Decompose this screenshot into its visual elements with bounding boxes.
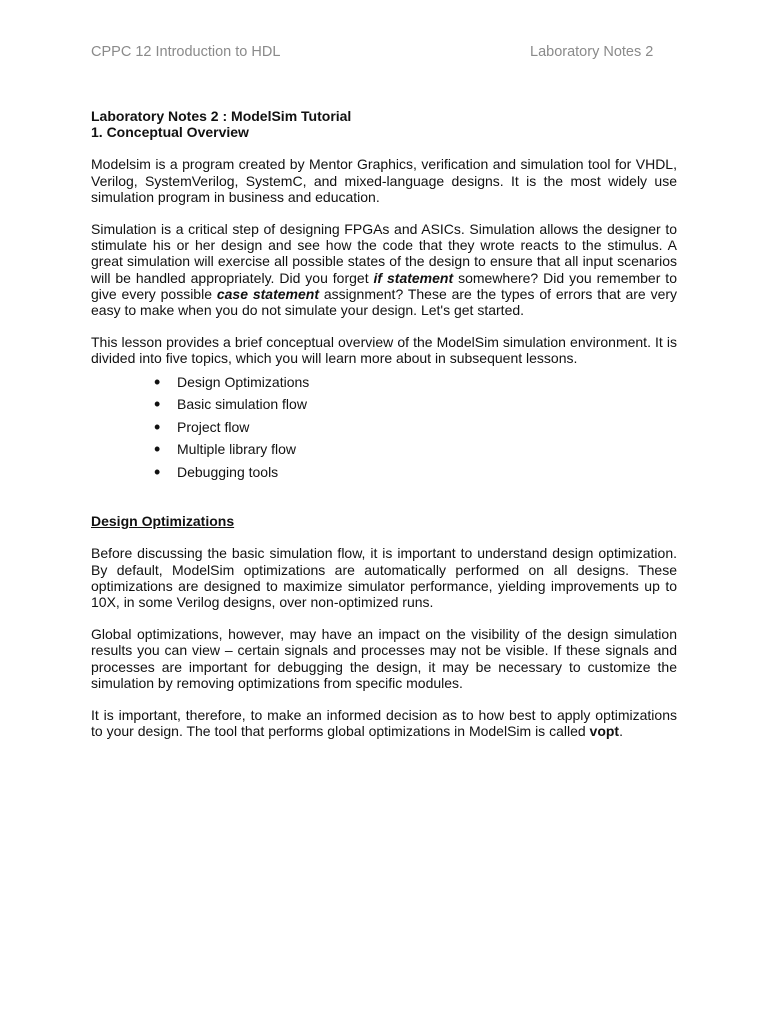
list-item bbox=[91, 393, 677, 416]
paragraph-simulation bbox=[91, 221, 677, 318]
text-run: It is important, therefore, to make an informed decision as to how best to apply optimizations to your design. The tool that performs global optimizations in ModelSim is called bbox=[91, 706, 677, 740]
paragraph-optimization-intro: Before discussing the basic simulation flow, it is important to understand design optimization. By default, ModelSim optimizations are automatically performed on all designs. These optimizations are designed to maximize simulator performance, yielding improvements up to 10X, in some Verilog designs, over non-optimized runs. bbox=[91, 545, 677, 610]
text-run: assignment? These are the types of errors that are very easy to make when you do not simulate your design. Let's get started. bbox=[91, 285, 678, 319]
list-item bbox=[91, 438, 677, 461]
topics-list bbox=[91, 371, 677, 484]
document-title: Laboratory Notes 2 : ModelSim Tutorial bbox=[91, 108, 352, 124]
bullet-icon: • bbox=[154, 439, 161, 460]
document-body bbox=[91, 108, 677, 739]
list-item-label: Debugging tools bbox=[177, 463, 279, 480]
list-item bbox=[91, 416, 677, 439]
text-run: . bbox=[619, 723, 623, 740]
section-heading-conceptual-overview: 1. Conceptual Overview bbox=[91, 124, 249, 141]
paragraph-modelsim-intro: Modelsim is a program created by Mentor Graphics, verification and simulation tool for VHDL, Verilog, SystemVerilog, SystemC, and mixed-language designs. It is the most widely use simulation program in business and education. bbox=[91, 156, 677, 205]
list-item bbox=[91, 461, 677, 484]
text-run: somewhere? Did you remember to give every possible bbox=[91, 269, 677, 302]
page-header-notes: Laboratory Notes 2 bbox=[530, 44, 654, 60]
list-item-label: Design Optimizations bbox=[177, 373, 310, 390]
paragraph-lesson-overview: This lesson provides a brief conceptual overview of the ModelSim simulation environment. It is divided into five topics, which you will learn more about in subsequent lessons. bbox=[91, 334, 677, 367]
bullet-icon: • bbox=[154, 394, 161, 415]
list-item-label: Project flow bbox=[177, 418, 250, 435]
emphasis-vopt: vopt bbox=[589, 723, 620, 740]
subheading-design-optimizations: Design Optimizations bbox=[91, 513, 235, 530]
list-item-label: Multiple library flow bbox=[177, 441, 297, 458]
paragraph-global-optimizations: Global optimizations, however, may have an impact on the visibility of the design simulation results you can view – certain signals and processes may not be visible. If these signals and processes are important for debugging the design, it may be necessary to customize the simulation by removing optimizations from specific modules. bbox=[91, 626, 677, 691]
bullet-icon: • bbox=[154, 416, 161, 437]
bullet-icon: • bbox=[154, 461, 161, 482]
emphasis-case-statement: case statement bbox=[216, 285, 319, 302]
page-header-course: CPPC 12 Introduction to HDL bbox=[91, 44, 281, 60]
emphasis-if-statement: if statement bbox=[373, 269, 454, 286]
paragraph-vopt bbox=[91, 707, 677, 739]
list-item-label: Basic simulation flow bbox=[177, 396, 307, 413]
list-item bbox=[91, 371, 677, 394]
text-run: Simulation is a critical step of designing FPGAs and ASICs. Simulation allows the designer to stimulate his or her design and see how the code that they wrote reacts to the stimulus. A great simulation will exercise all possible states of the design to ensure that all input scenarios will be handled appropriately. Did you forget bbox=[91, 221, 677, 286]
bullet-icon: • bbox=[154, 371, 161, 392]
